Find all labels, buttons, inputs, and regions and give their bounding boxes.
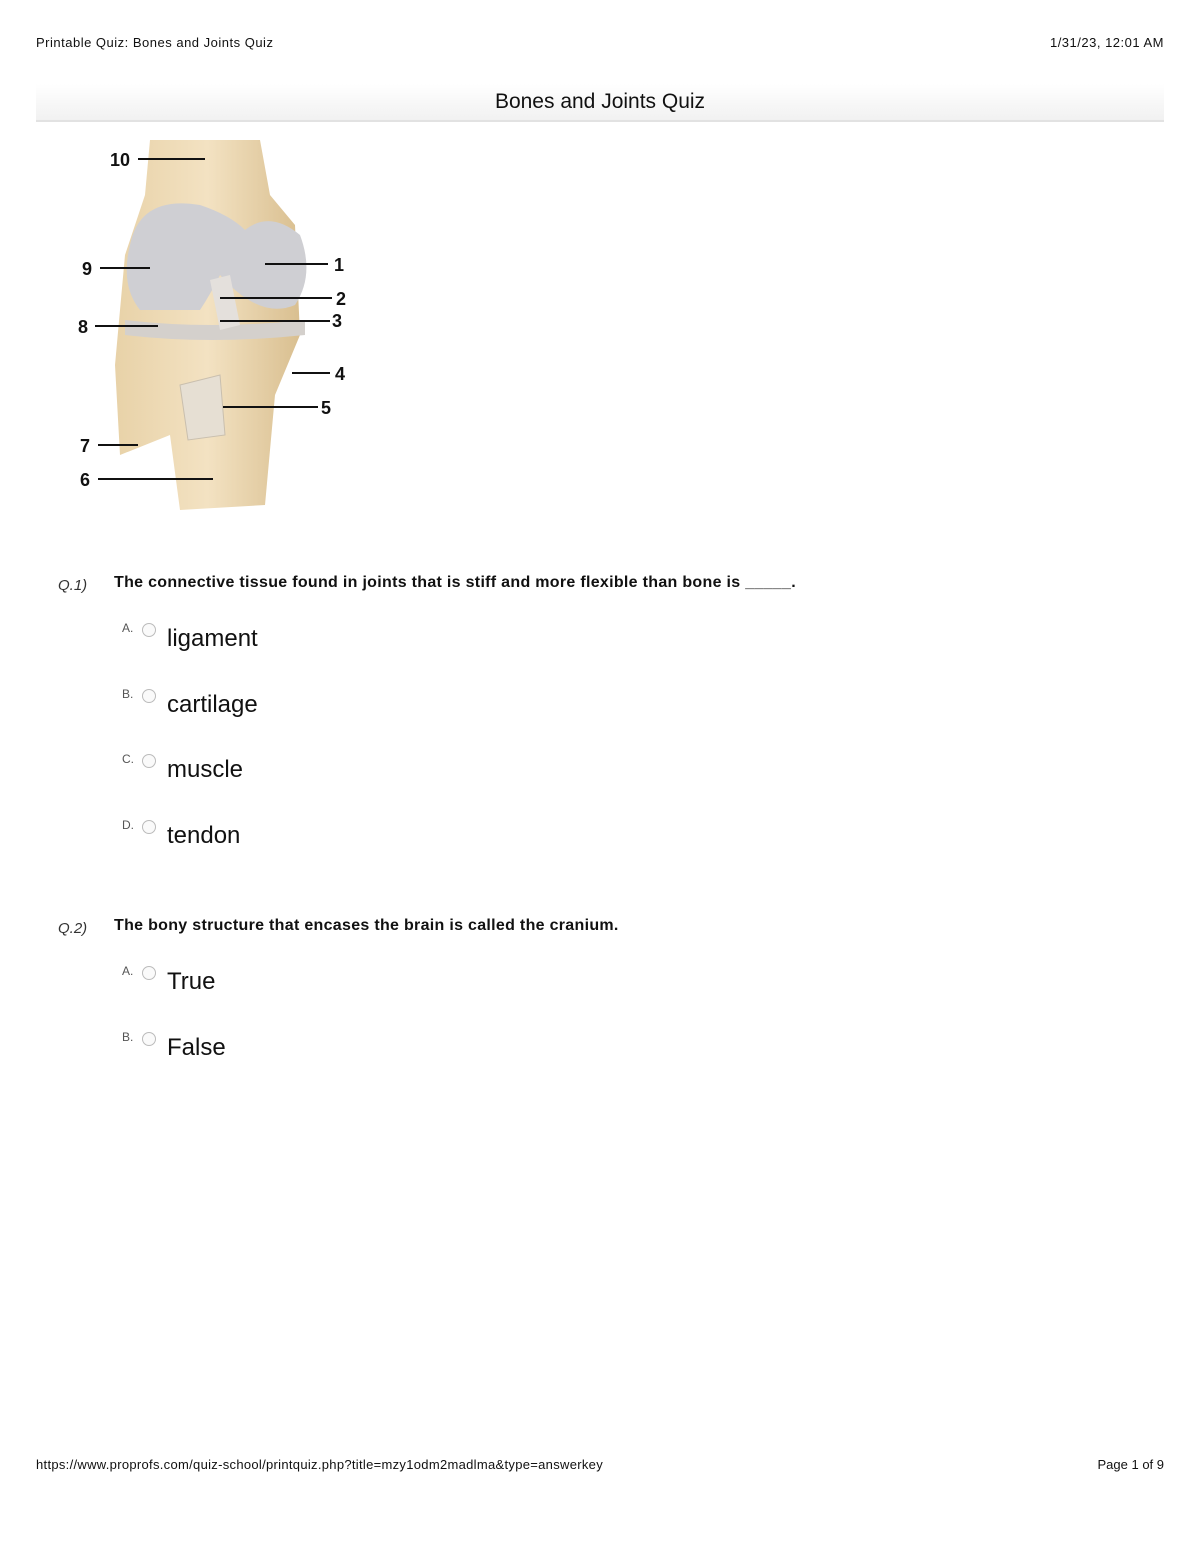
option-letter: C. (122, 752, 134, 766)
option-label: ligament (167, 625, 258, 652)
diagram-label-4: 4 (335, 364, 346, 384)
print-footer-page: Page 1 of 9 (1097, 1457, 1164, 1472)
print-footer-url: https://www.proprofs.com/quiz-school/printquiz.php?title=mzy1odm2madlma&type=answerkey (36, 1457, 603, 1472)
option-label: True (167, 968, 216, 995)
diagram-label-5: 5 (321, 398, 332, 418)
diagram-label-8: 8 (78, 317, 89, 337)
radio-button[interactable] (142, 966, 156, 980)
diagram-label-10: 10 (110, 150, 131, 170)
radio-button[interactable] (142, 1032, 156, 1046)
option-label: tendon (167, 822, 241, 849)
question-text: The connective tissue found in joints that is stiff and more flexible than bone is _____. (114, 574, 796, 591)
radio-button[interactable] (142, 820, 156, 834)
diagram-label-6: 6 (80, 470, 91, 490)
question-number: Q.1) (58, 577, 88, 594)
diagram-label-9: 9 (82, 259, 93, 279)
option-label: muscle (167, 756, 244, 783)
radio-button[interactable] (142, 689, 156, 703)
question-number: Q.2) (58, 920, 88, 937)
print-header-title: Printable Quiz: Bones and Joints Quiz (36, 35, 274, 50)
option-letter: B. (122, 1030, 134, 1044)
option-letter: D. (122, 818, 134, 832)
option-label: cartilage (167, 691, 258, 718)
option-letter: A. (122, 621, 134, 635)
print-header-datetime: 1/31/23, 12:01 AM (1049, 35, 1164, 50)
diagram-label-2: 2 (336, 289, 347, 309)
radio-button[interactable] (142, 623, 156, 637)
diagram-label-7: 7 (80, 436, 91, 456)
quiz-title: Bones and Joints Quiz (36, 84, 1164, 122)
diagram-label-1: 1 (334, 255, 345, 275)
option-letter: A. (122, 964, 134, 978)
option-letter: B. (122, 687, 134, 701)
question-text: The bony structure that encases the brain is called the cranium. (114, 917, 619, 934)
radio-button[interactable] (142, 754, 156, 768)
diagram-label-3: 3 (332, 311, 343, 331)
knee-joint-diagram (70, 135, 370, 520)
option-label: False (167, 1034, 226, 1061)
